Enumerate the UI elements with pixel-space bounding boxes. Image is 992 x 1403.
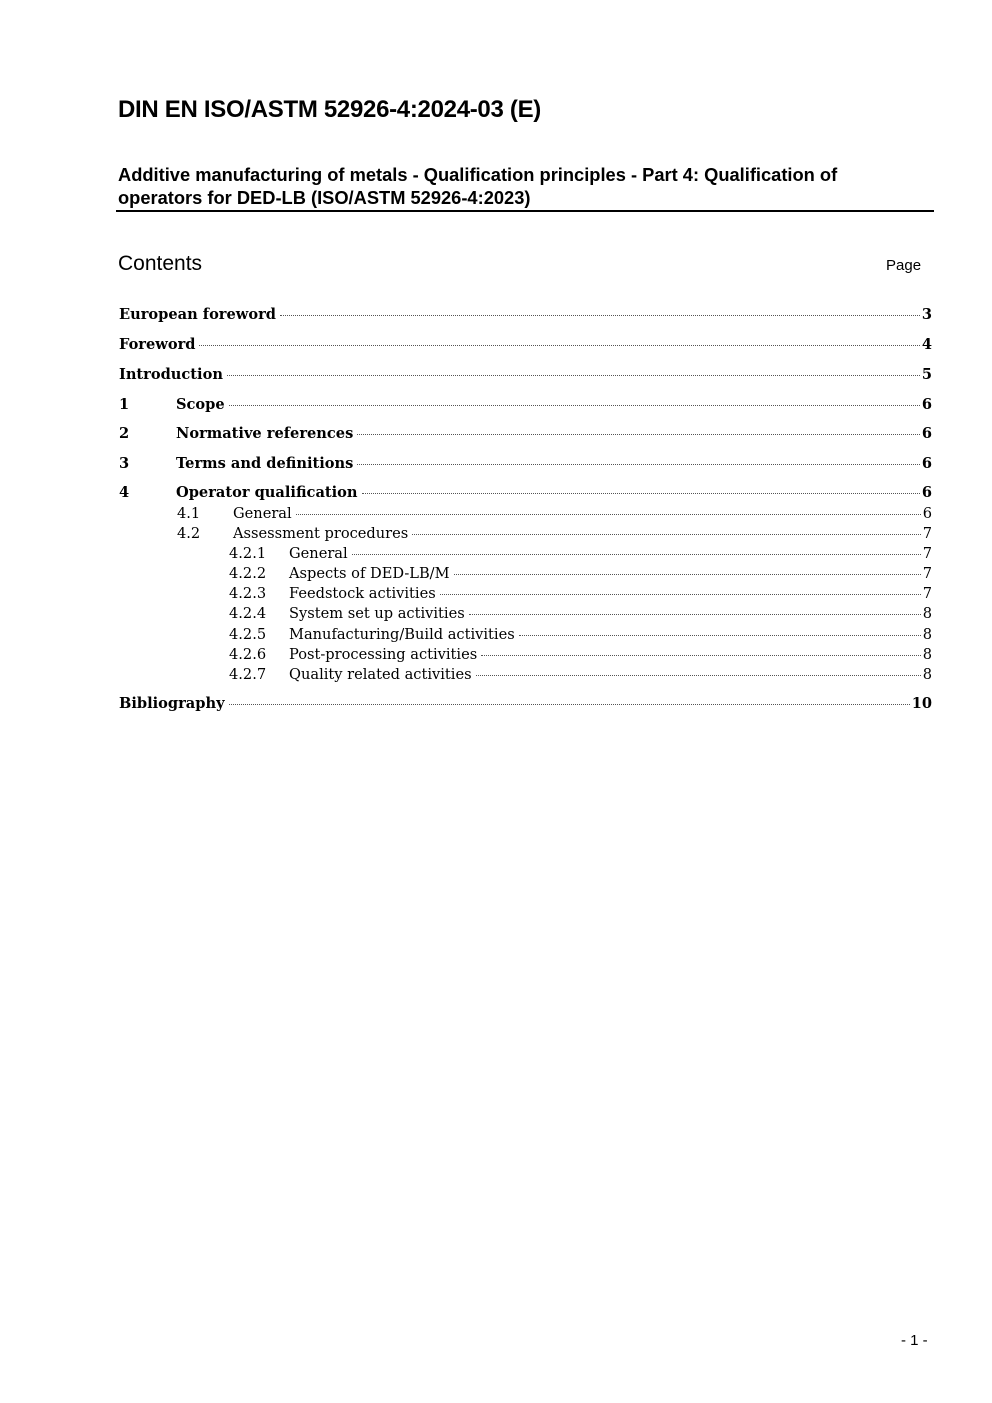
toc-entry-title: Normative references <box>176 425 354 442</box>
toc-entry-page: 4 <box>921 336 932 353</box>
toc-entry-page: 8 <box>922 666 932 683</box>
toc-entry-page: 7 <box>922 565 932 582</box>
toc-entry-number: 4.2.7 <box>229 666 267 683</box>
toc-entry[interactable] <box>229 584 932 604</box>
toc-dot-leader <box>476 675 921 676</box>
toc-entry-title: Aspects of DED-LB/M <box>289 565 450 582</box>
toc-dot-leader <box>229 405 920 406</box>
toc-entry-page: 5 <box>921 366 932 383</box>
toc-entry-page: 10 <box>911 695 932 712</box>
toc-entry-page: 8 <box>922 605 932 622</box>
toc-entry[interactable] <box>229 625 932 645</box>
toc-entry-title: Introduction <box>119 366 223 383</box>
toc-entry-number: 1 <box>119 396 130 413</box>
toc-entry[interactable] <box>119 305 932 325</box>
toc-dot-leader <box>440 594 921 595</box>
toc-entry-number: 4.2.3 <box>229 585 267 602</box>
toc-entry-number: 4 <box>119 484 130 501</box>
toc-entry-title: General <box>233 505 292 522</box>
toc-dot-leader <box>296 514 921 515</box>
toc-entry-number: 4.2.5 <box>229 626 267 643</box>
toc-entry-page: 7 <box>922 585 932 602</box>
toc-entry-title: Quality related activities <box>289 666 472 683</box>
contents-heading: Contents <box>118 252 203 275</box>
toc-dot-leader <box>519 635 921 636</box>
toc-entry-page: 6 <box>921 455 932 472</box>
toc-entry-number: 2 <box>119 425 130 442</box>
toc-entry[interactable] <box>119 454 932 474</box>
toc-entry[interactable] <box>229 665 932 685</box>
toc-entry-title: Terms and definitions <box>176 455 354 472</box>
toc-dot-leader <box>357 464 919 465</box>
toc-entry-number: 4.1 <box>177 505 201 522</box>
toc-entry-page: 6 <box>921 396 932 413</box>
toc-entry[interactable] <box>119 483 932 503</box>
toc-entry-title: General <box>289 545 348 562</box>
toc-dot-leader <box>199 345 919 346</box>
toc-entry-page: 7 <box>922 545 932 562</box>
toc-entry[interactable] <box>229 564 932 584</box>
toc-entry[interactable] <box>119 694 932 714</box>
toc-dot-leader <box>357 434 920 435</box>
toc-entry[interactable] <box>119 365 932 385</box>
document-subtitle: Additive manufacturing of metals - Qualification principles - Part 4: Qualification of operators for DED-LB (ISO/ASTM 52926-4:2023) <box>118 164 838 208</box>
toc-dot-leader <box>362 493 920 494</box>
toc-entry-title: System set up activities <box>289 605 465 622</box>
toc-entry-title: Foreword <box>119 336 196 353</box>
toc-entry-title: Bibliography <box>119 695 225 712</box>
toc-entry[interactable] <box>177 524 932 544</box>
toc-entry[interactable] <box>229 645 932 665</box>
page-number: - 1 - <box>901 1332 928 1349</box>
toc-entry-page: 8 <box>922 646 932 663</box>
toc-entry-number: 3 <box>119 455 130 472</box>
toc-entry[interactable] <box>119 395 932 415</box>
toc-entry[interactable] <box>229 544 932 564</box>
toc-entry-number: 4.2 <box>177 525 201 542</box>
toc-entry-page: 6 <box>922 505 932 522</box>
toc-entry-title: Operator qualification <box>176 484 358 501</box>
toc-entry-number: 4.2.6 <box>229 646 267 663</box>
toc-entry-title: Manufacturing/Build activities <box>289 626 515 643</box>
toc-dot-leader <box>280 315 920 316</box>
toc-entry-page: 3 <box>921 306 932 323</box>
toc-dot-leader <box>454 574 921 575</box>
toc-entry-page: 6 <box>921 484 932 501</box>
toc-dot-leader <box>229 704 910 705</box>
toc-entry-title: Post-processing activities <box>289 646 478 663</box>
toc-entry-title: Assessment procedures <box>233 525 409 542</box>
toc-entry-number: 4.2.1 <box>229 545 267 562</box>
toc-entry-page: 7 <box>922 525 932 542</box>
toc-entry[interactable] <box>229 604 932 624</box>
toc-entry-page: 8 <box>922 626 932 643</box>
toc-entry[interactable] <box>119 335 932 355</box>
toc-entry-title: Scope <box>176 396 225 413</box>
toc-entry-title: European foreword <box>119 306 276 323</box>
toc-entry-title: Feedstock activities <box>289 585 436 602</box>
toc-entry-page: 6 <box>921 425 932 442</box>
toc-entry-number: 4.2.2 <box>229 565 267 582</box>
toc-dot-leader <box>481 655 920 656</box>
toc-dot-leader <box>412 534 920 535</box>
document-title: DIN EN ISO/ASTM 52926-4:2024-03 (E) <box>118 96 541 123</box>
toc-dot-leader <box>469 614 921 615</box>
toc-entry[interactable] <box>119 424 932 444</box>
page-column-heading: Page <box>886 257 922 274</box>
toc-entry[interactable] <box>177 504 932 524</box>
toc-dot-leader <box>352 554 921 555</box>
toc-entry-number: 4.2.4 <box>229 605 267 622</box>
toc-dot-leader <box>227 375 920 376</box>
